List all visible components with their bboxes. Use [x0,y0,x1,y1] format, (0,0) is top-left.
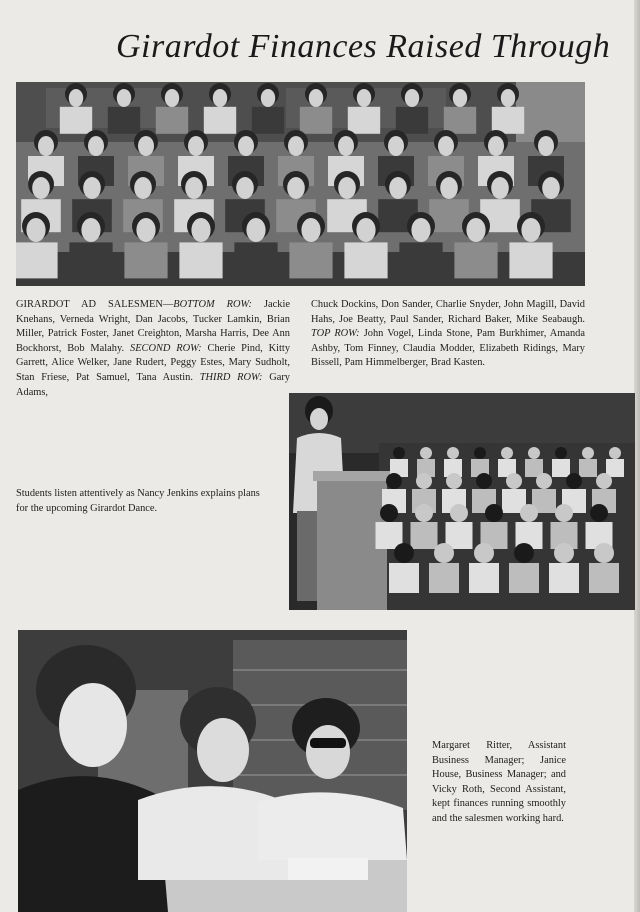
audience-body [606,459,624,477]
person-face [538,136,554,156]
dance-presentation-photo [289,393,635,610]
person-body [124,242,167,278]
audience-head [566,473,582,489]
person-face [213,89,227,107]
audience-body [589,563,619,593]
audience-head [501,447,513,459]
audience-body [469,563,499,593]
audience-body [549,563,579,593]
person-face [438,136,454,156]
person-body [252,107,284,134]
audience-head [555,447,567,459]
audience-head [447,447,459,459]
row-names-third-b: Chuck Dockins, Don Sander, Charlie Snyder, John Magill, David Hahs, Joe Beatty, Paul Sander, Richard Baker, Mike Seabaugh. [311,299,585,325]
person-face [542,177,560,199]
audience-head [420,447,432,459]
audience-head [434,543,454,563]
person-body [69,242,112,278]
person-face [453,89,467,107]
person-face [261,89,275,107]
person-face [138,136,154,156]
audience-head [485,504,503,522]
row-names-top: John Vogel, Linda Stone, Pam Burkhimer, Amanda Ashby, Tom Finney, Claudia Modder, Elizabeth Ridings, Mary Bissell, Pam Himmelberger, Brad Kasten. [311,328,585,369]
person-face [134,177,152,199]
person-body [60,107,92,134]
audience-head [450,504,468,522]
audience-head [394,543,414,563]
person-face [26,218,45,242]
person-face [246,218,265,242]
person-body [300,107,332,134]
person-body [454,242,497,278]
row-label-bottom: BOTTOM ROW: [173,299,252,310]
salesmen-group-photo [16,82,585,286]
person-face [521,218,540,242]
person-body [348,107,380,134]
audience-body [509,563,539,593]
audience-head [594,543,614,563]
audience-head [514,543,534,563]
person-face [69,89,83,107]
audience-head [380,504,398,522]
person-face [357,89,371,107]
person-face [466,218,485,242]
audience-head [609,447,621,459]
person-face [32,177,50,199]
person-face [136,218,155,242]
person-face [301,218,320,242]
person-body [179,242,222,278]
person-face [440,177,458,199]
person-face [191,218,210,242]
person-face [356,218,375,242]
audience-head [596,473,612,489]
salesmen-caption-left [16,298,290,400]
person-body [344,242,387,278]
person-body [509,242,552,278]
audience-body [411,522,438,549]
audience-head [555,504,573,522]
page-title: Girardot Finances Raised Through [116,28,611,65]
person-body [444,107,476,134]
person-body [399,242,442,278]
row-label-top: TOP ROW: [311,328,360,340]
business-managers-photo [18,630,407,912]
person-face [287,177,305,199]
person-face [188,136,204,156]
person-face [38,136,54,156]
person-body [289,242,332,278]
row-names-third-a: Gary Adams, [16,371,290,398]
person-body [108,107,140,134]
audience-body [579,459,597,477]
audience-head [474,447,486,459]
audience-head [393,447,405,459]
person-face [389,177,407,199]
row-names-second: Cherie Pind, Kitty Garrett, Alice Welker, Jane Rudert, Peggy Estes, Mary Sudholt, Stan Friese, Pat Samuel, Tana Austin. [16,342,291,383]
person-body [234,242,277,278]
person-face [238,136,254,156]
person-face [117,89,131,107]
person-face [491,177,509,199]
audience-head [476,473,492,489]
person-face [236,177,254,199]
person-body [204,107,236,134]
audience-head [554,543,574,563]
audience-head [416,473,432,489]
person-face [501,89,515,107]
audience-head [582,447,594,459]
person-face [309,89,323,107]
audience-head [520,504,538,522]
person-face [388,136,404,156]
person-face [83,177,101,199]
person-face [88,136,104,156]
dance-caption: Students listen attentively as Nancy Jenkins explains plans for the upcoming Girardot Dance. [16,488,260,514]
person-face [488,136,504,156]
audience-head [446,473,462,489]
person-face [288,136,304,156]
person-face [405,89,419,107]
audience-head [415,504,433,522]
audience-head [474,543,494,563]
person-body [396,107,428,134]
row-label-third: THIRD ROW: [199,371,263,383]
audience-head [528,447,540,459]
audience-head [590,504,608,522]
audience-body [429,563,459,593]
audience-head [506,473,522,489]
person-face [338,136,354,156]
audience-head [536,473,552,489]
salesmen-caption-right [311,298,585,371]
managers-caption: Margaret Ritter, Assistant Business Manager; Janice House, Business Manager; and Vicky Roth, Second Assistant, kept finances running smoothly and the salesmen working hard. [432,740,566,824]
person-face [165,89,179,107]
audience-head [386,473,402,489]
person-face [185,177,203,199]
person-body [156,107,188,134]
person-face [338,177,356,199]
audience-body [552,459,570,477]
caption-lead: GIRARDOT AD SALESMEN— [16,299,174,310]
row-names-bottom: Jackie Knehans, Verneda Wright, Dan Jacobs, Tucker Lamkin, Brian Miller, Patrick Foster, Janet Creighton, Marsha Harris, Dee Ann Bockhorst, Bob Malahy. [16,299,290,354]
person-face [411,218,430,242]
person-body [16,242,58,278]
person-body [492,107,524,134]
audience-body [389,563,419,593]
row-label-second: SECOND ROW: [130,342,202,354]
person-face [81,218,100,242]
